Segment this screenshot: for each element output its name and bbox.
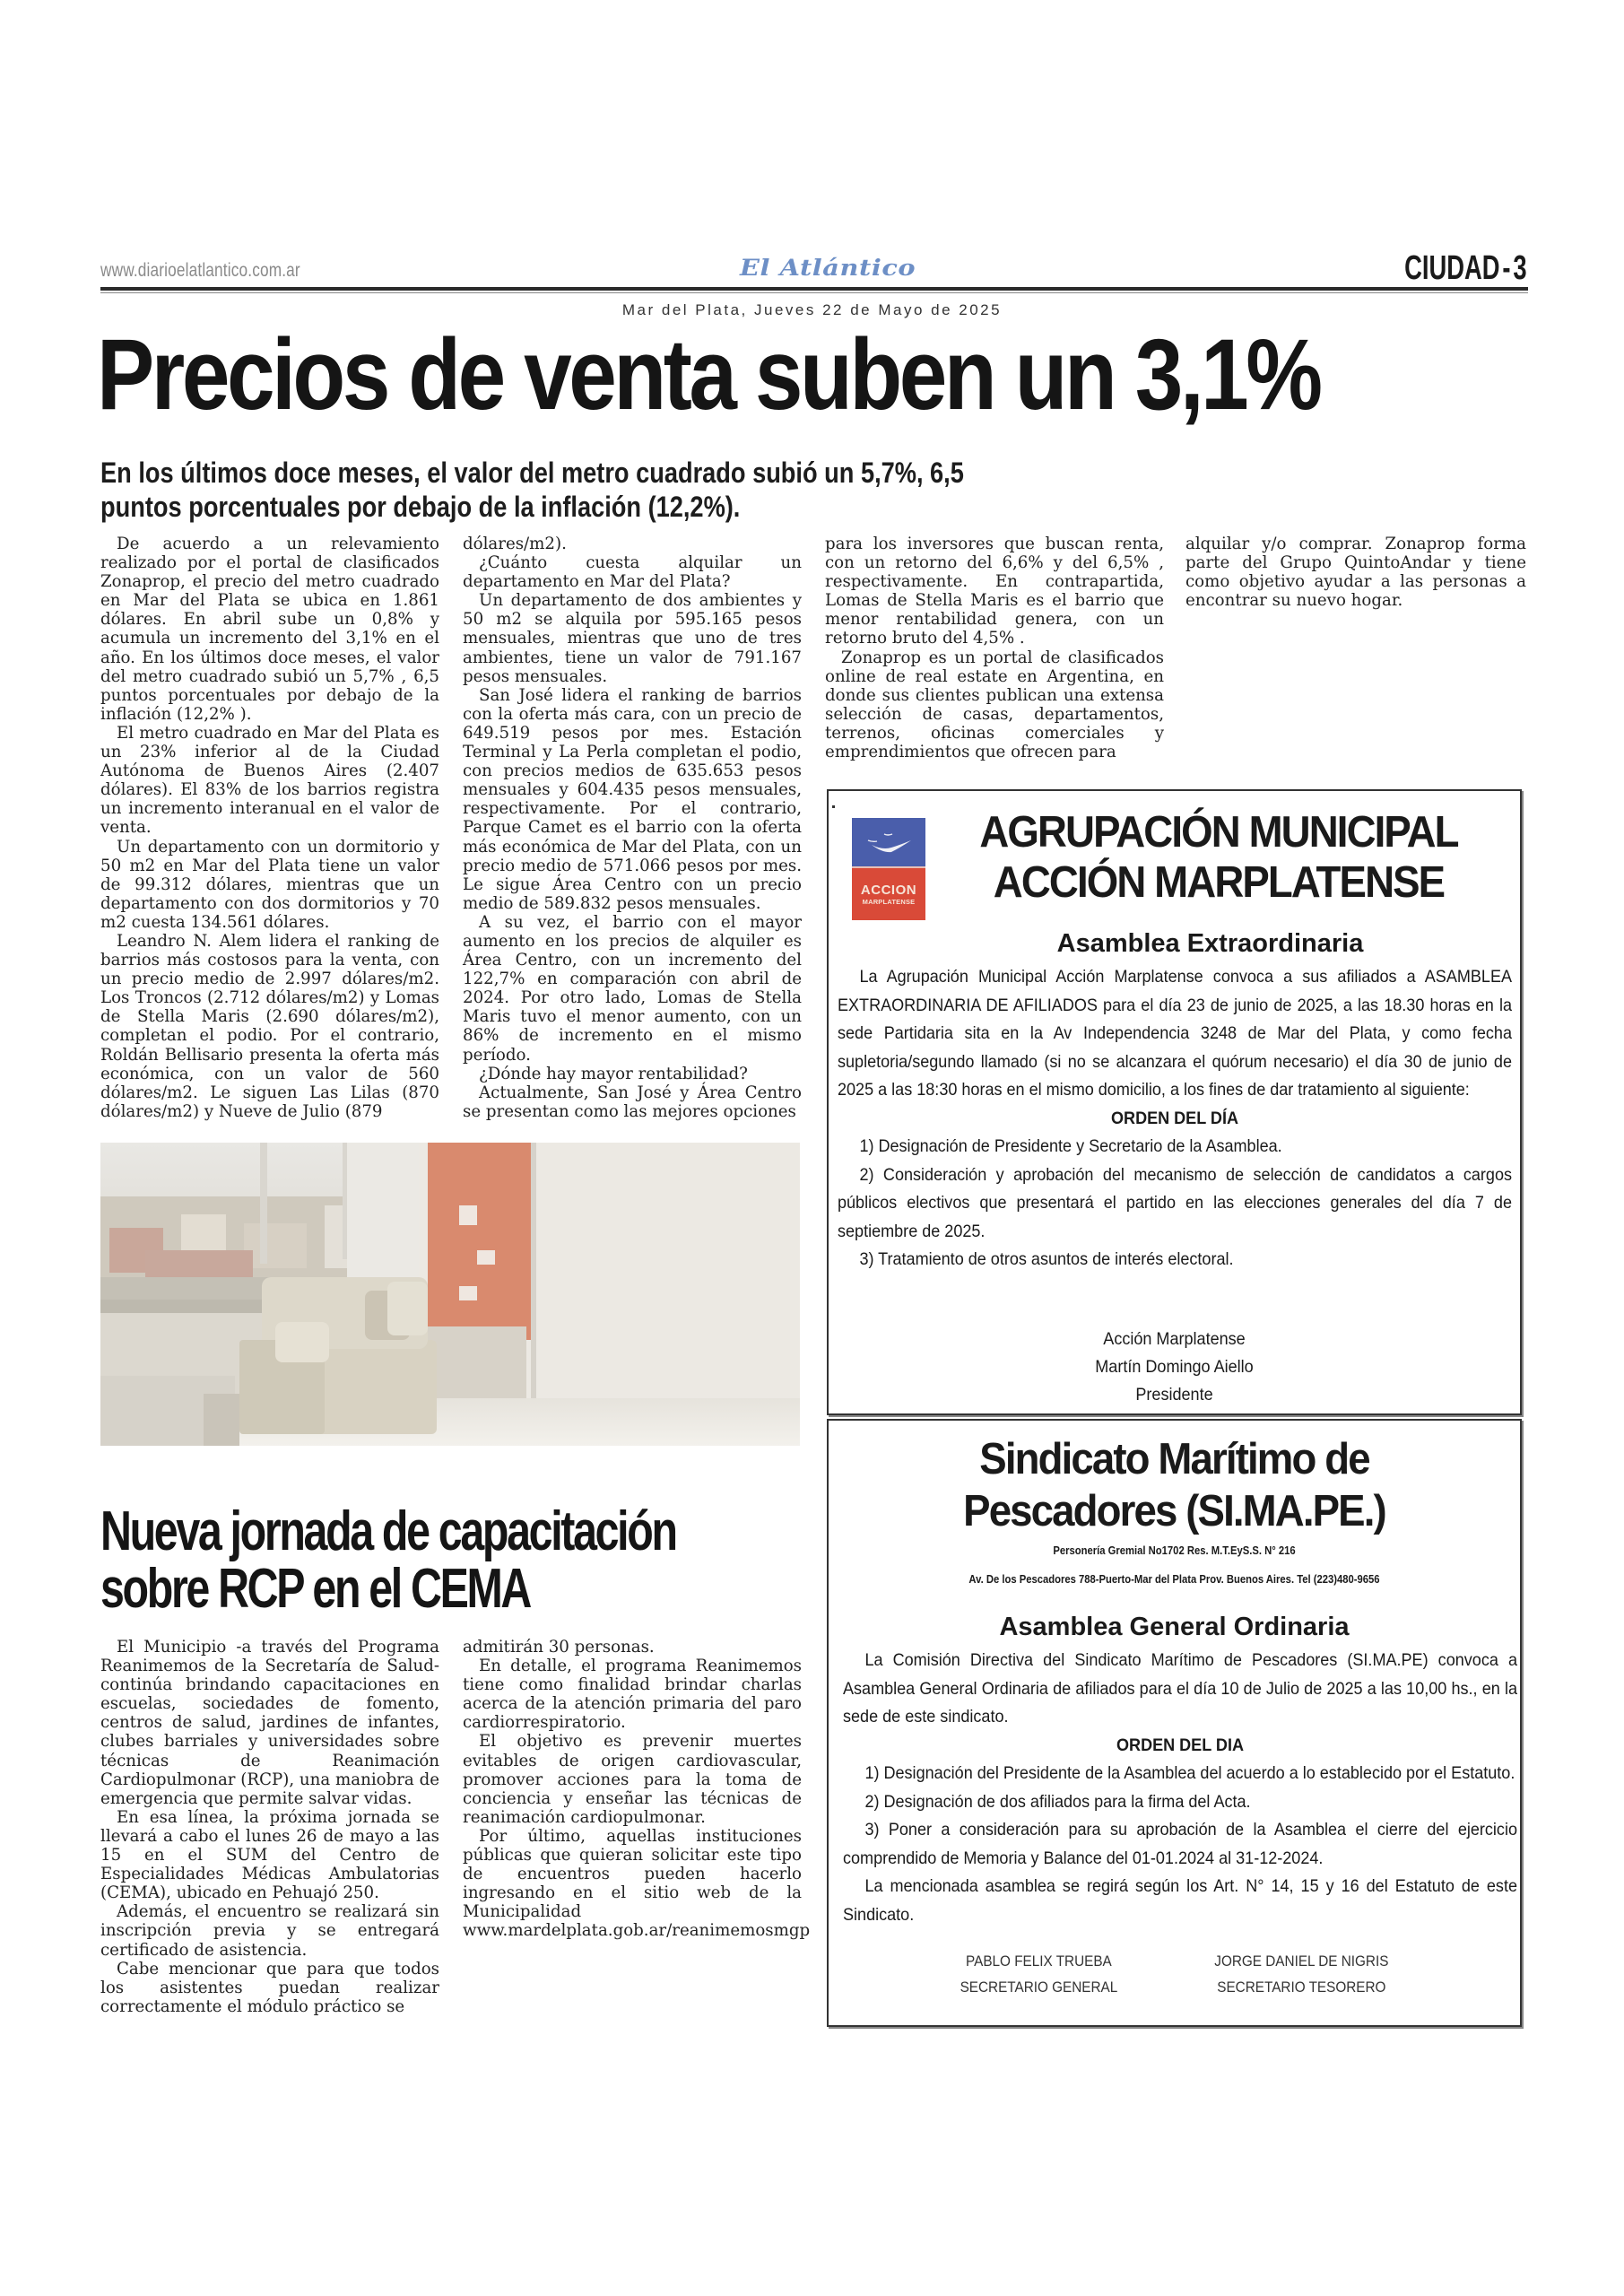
article-paragraph: A su vez, el barrio con el mayor aumento en los precios de alquiler es Área Centro, con un incremento del 122,7% en comparación con abril de 2024. Por otro lado, Lomas de Stella Maris tuvo el menor aumento, con un 86% de incremento en el mismo período. [463,912,802,1065]
agenda-title: ORDEN DEL DIA [1116,1735,1244,1755]
article-paragraph-continued: para los inversores que buscan renta, con un retorno del 6,6% y del 6,5% , respectivamente. En contrapartida, Lomas de Stella Maris es el barrio que menor rentabilidad genera, con un retorno bruto del 4,5% . [825,535,1164,648]
article-paragraph: Zonaprop es un portal de clasificados online de real estate en Argentina, en donde sus clientes publican una extensa selección de casas, departamentos, terrenos, oficinas comerciales y emprendimientos que ofrecen para [825,648,1164,762]
article-paragraph-continued: admitirán 30 personas. [463,1638,655,1657]
secondary-headline-line-2: sobre RCP en el CEMA [100,1558,531,1620]
accion-marplatense-logo [852,818,925,920]
notice-title [948,807,1490,908]
signatory-name: PABLO FELIX TRUEBA [966,1952,1112,1970]
notice-paragraph: La Comisión Directiva del Sindicato Marítimo de Pescadores (SI.MA.PE) convoca a Asamblea General Ordinaria de afiliados para el día 10 de Julio de 2025 a las 10,00 hs., en la sede de este sindicato. [843,1651,1517,1726]
notice-body [838,963,1512,1274]
notice-title [853,1433,1496,1537]
article-paragraph: Actualmente, San José y Área Centro se presentan como las mejores opciones [463,1083,802,1121]
notice-paragraph: La Agrupación Municipal Acción Marplatense convoca a sus afiliados a ASAMBLEA EXTRAORDINARIA DE AFILIADOS para el día 23 de junio de 2025, a las 18.30 horas en la sede Partidaria sita en la Av Independencia 3248 de Mar del Plata, y como fecha supletoria/segundo llamado (si no se alcanzara el quórum necesario) el día 30 de junio de 2025 a las 18:30 horas en el mismo domicilio, a los fines de dar tratamiento al siguiente: [838,968,1512,1100]
address-info: Av. De los Pescadores 788-Puerto-Mar del Plata Prov. Buenos Aires. Tel (223)480-9656 [968,1573,1380,1586]
apartment-sofa-image [100,1143,800,1446]
article-paragraph: ¿Dónde hay mayor rentabilidad? [479,1064,748,1083]
signatory-name: JORGE DANIEL DE NIGRIS [1214,1952,1389,1970]
secondary-headline [100,1500,676,1620]
article-paragraph: Un departamento de dos ambientes y 50 m2 se alquila por 595.165 pesos mensuales, mientras que uno de tres ambientes, tiene un valor de 791.167 pesos mensuales. [463,591,802,686]
notice-signature [849,1326,1499,1409]
article-paragraph: El objetivo es prevenir muertes evitables de origen cardiovascular, promover acciones para la toma de conciencia y enseñar las técnicas de reanimación cardiopulmonar. [463,1732,802,1827]
agenda-item-2: 2) Consideración y aprobación del mecanismo de selección de candidatos a cargos públicos electivos que presentará el partido en las elecciones generales del día 7 de septiembre de 2025. [838,1165,1512,1241]
agenda-item-3: 3) Tratamiento de otros asuntos de interés electoral. [859,1250,1234,1269]
notice-title-line-1: AGRUPACIÓN MUNICIPAL [979,808,1458,857]
signatory-1 [960,1948,1118,2000]
signature-org: Acción Marplatense [1103,1330,1246,1349]
logo-word-accion: ACCION [860,883,917,898]
article2-column-2 [463,1638,811,1941]
article1-column-2 [463,535,802,1121]
notice-title-line-2: Pescadores (SI.MA.PE.) [963,1487,1385,1535]
masthead-logo: El Atlántico [740,255,916,281]
site-url: www.diarioelatlantico.com.ar [100,260,300,281]
signatory-2 [1214,1948,1388,2000]
notice-simape [827,1419,1522,2027]
main-headline: Precios de venta suben un 3,1% [97,318,1320,430]
article-paragraph: En detalle, el programa Reanimemos tiene como finalidad brindar charlas acerca de la atención primaria del paro cardiorrespiratorio. [463,1657,802,1733]
agenda-title: ORDEN DEL DÍA [1111,1109,1238,1128]
logo-blue-panel [852,818,925,866]
notice-closing: La mencionada asamblea se regirá según los Art. N° 14, 15 y 16 del Estatuto de este Sindicato. [843,1877,1517,1925]
agenda-item-3: 3) Poner a consideración para su aprobación de la Asamblea el cierre del ejercicio comprendido de Memoria y Balance del 01-01.2024 al 31-12-2024. [843,1821,1517,1868]
signatory-role: SECRETARIO GENERAL [960,1979,1118,1996]
signature-role: Presidente [1135,1386,1213,1405]
registration-info: Personería Gremial No1702 Res. M.T.EyS.S. N° 216 [1053,1544,1296,1557]
seagull-icon [852,818,925,866]
notice-accion-marplatense [827,789,1522,1415]
agenda-item-1: 1) Designación del Presidente de la Asamblea del acuerdo a lo establecido por el Estatuto. [864,1764,1515,1783]
notice-body [843,1647,1517,1929]
article-paragraph: Un departamento con un dormitorio y 50 m2 en Mar del Plata tiene un valor de 99.312 dólares, mientras que un departamento con dos dormitorios y 70 m2 cuesta 134.561 dólares. [100,837,439,932]
section-name: CIUDAD [1404,249,1500,287]
living-room-photo [100,1143,800,1446]
article1-column-4 [1185,535,1526,610]
signature-name: Martín Domingo Aiello [1095,1358,1254,1377]
article-paragraph: De acuerdo a un relevamiento realizado por el portal de clasificados Zonaprop, el precio del metro cuadrado en Mar del Plata se ubica en 1.861 dólares. En abril sube un 0,8% y acumula un incremento del 3,1% en el año. En los últimos doce meses, el valor del metro cuadrado subió un 5,7% , 6,5 puntos porcentuales por debajo de la inflación (12,2% ). [100,535,439,724]
article-paragraph: Además, el encuentro se realizará sin inscripción previa y se entregará certificado de asistencia. [100,1902,439,1960]
article-paragraph: El Municipio -a través del Programa Reanimemos de la Secretaría de Salud- continúa brindando capacitaciones en escuelas, sociedades de fomento, centros de salud, jardines de infantes, clubes barriales y universidades sobre técnicas de Reanimación Cardiopulmonar (RCP), una maniobra de emergencia que permite salvar vidas. [100,1638,439,1808]
secondary-headline-line-1: Nueva jornada de capacitación [100,1500,676,1562]
page-number: 3 [1513,249,1527,287]
agenda-item-2: 2) Designación de dos afiliados para la firma del Acta. [864,1792,1251,1812]
article-deck: En los últimos doce meses, el valor del metro cuadrado subió un 5,7%, 6,5 puntos porcentuales por debajo de la inflación (12,2%). [100,457,964,523]
notice-title-line-1: Sindicato Marítimo de [979,1435,1369,1483]
notice-title-line-2: ACCIÓN MARPLATENSE [993,858,1445,907]
article-paragraph: El metro cuadrado en Mar del Plata es un 23% inferior al de la Ciudad Autónoma de Buenos Aires (2.407 dólares). El 83% de los barrios registra un incremento interanual en el valor de venta. [100,723,439,838]
article-paragraph: ¿Cuánto cuesta alquilar un departamento en Mar del Plata? [463,553,802,592]
article-paragraph: Leandro N. Alem lidera el ranking de barrios más costosos para la venta, con un precio medio de 2.997 dólares/m2. Los Troncos (2.712 dólares/m2) y Lomas de Stella Maris (2.690 dólares/m2), completan el podio. Por el contrario, Roldán Bellisario presenta la oferta más económica, con un valor de 560 dólares/m2. Le siguen Las Lilas (870 dólares/m2) y Nueve de Julio (879 [100,931,439,1121]
article-paragraph-continued: alquilar y/o comprar. Zonaprop forma parte del Grupo QuintoAndar y tiene como objetivo ayudar a las personas a encontrar su nuevo hogar. [1185,535,1526,611]
dateline: Mar del Plata, Jueves 22 de Mayo de 2025 [621,301,1003,318]
signatories [864,1948,1486,2000]
article-paragraph: En esa línea, la próxima jornada se llevará a cabo el lunes 26 de mayo a las 15 en el SUM del Centro de Especialidades Médicas Ambulatorias (CEMA), ubicado en Pehuajó 250. [100,1807,439,1903]
logo-word-marplatense: MARPLATENSE [862,898,916,906]
article1-column-1 [100,535,439,1121]
header-rule-thin [100,292,1528,293]
signatory-role: SECRETARIO TESORERO [1217,1979,1386,1996]
agenda-item-1: 1) Designación de Presidente y Secretario de la Asamblea. [859,1137,1282,1156]
section-label: CIUDAD-3 [1404,249,1527,287]
notice-subtitle: Asamblea Extraordinaria [1056,929,1364,958]
article1-column-3 [825,535,1164,761]
article2-column-1 [100,1638,439,2016]
decorative-dot [832,805,835,808]
article-paragraph: Cabe mencionar que para que todos los asistentes puedan realizar correctamente el módulo práctico se [100,1959,439,2016]
notice-subtitle: Asamblea General Ordinaria [999,1613,1350,1641]
article-paragraph-continued: dólares/m2). [463,535,567,553]
article-paragraph: Por último, aquellas instituciones públicas que quieran solicitar este tipo de encuentros pueden hacerlo ingresando en el sitio web de la Municipalidad www.mardelplata.gob.ar/reanimemosmgp [463,1826,811,1941]
article-paragraph: San José lidera el ranking de barrios con la oferta más cara, con un precio de 649.519 pesos por mes. Estación Terminal y La Perla completan el podio, con precios medios de 635.653 pesos mensuales y 604.435 pesos mensuales, respectivamente. Por el contrario, Parque Camet es el barrio con la oferta más económica de Mar del Plata, con un precio medio de 571.066 pesos por mes. Le sigue Área Centro con un precio medio de 589.832 pesos mensuales. [463,685,802,913]
logo-red-panel [852,866,925,920]
header-rule [100,287,1528,291]
